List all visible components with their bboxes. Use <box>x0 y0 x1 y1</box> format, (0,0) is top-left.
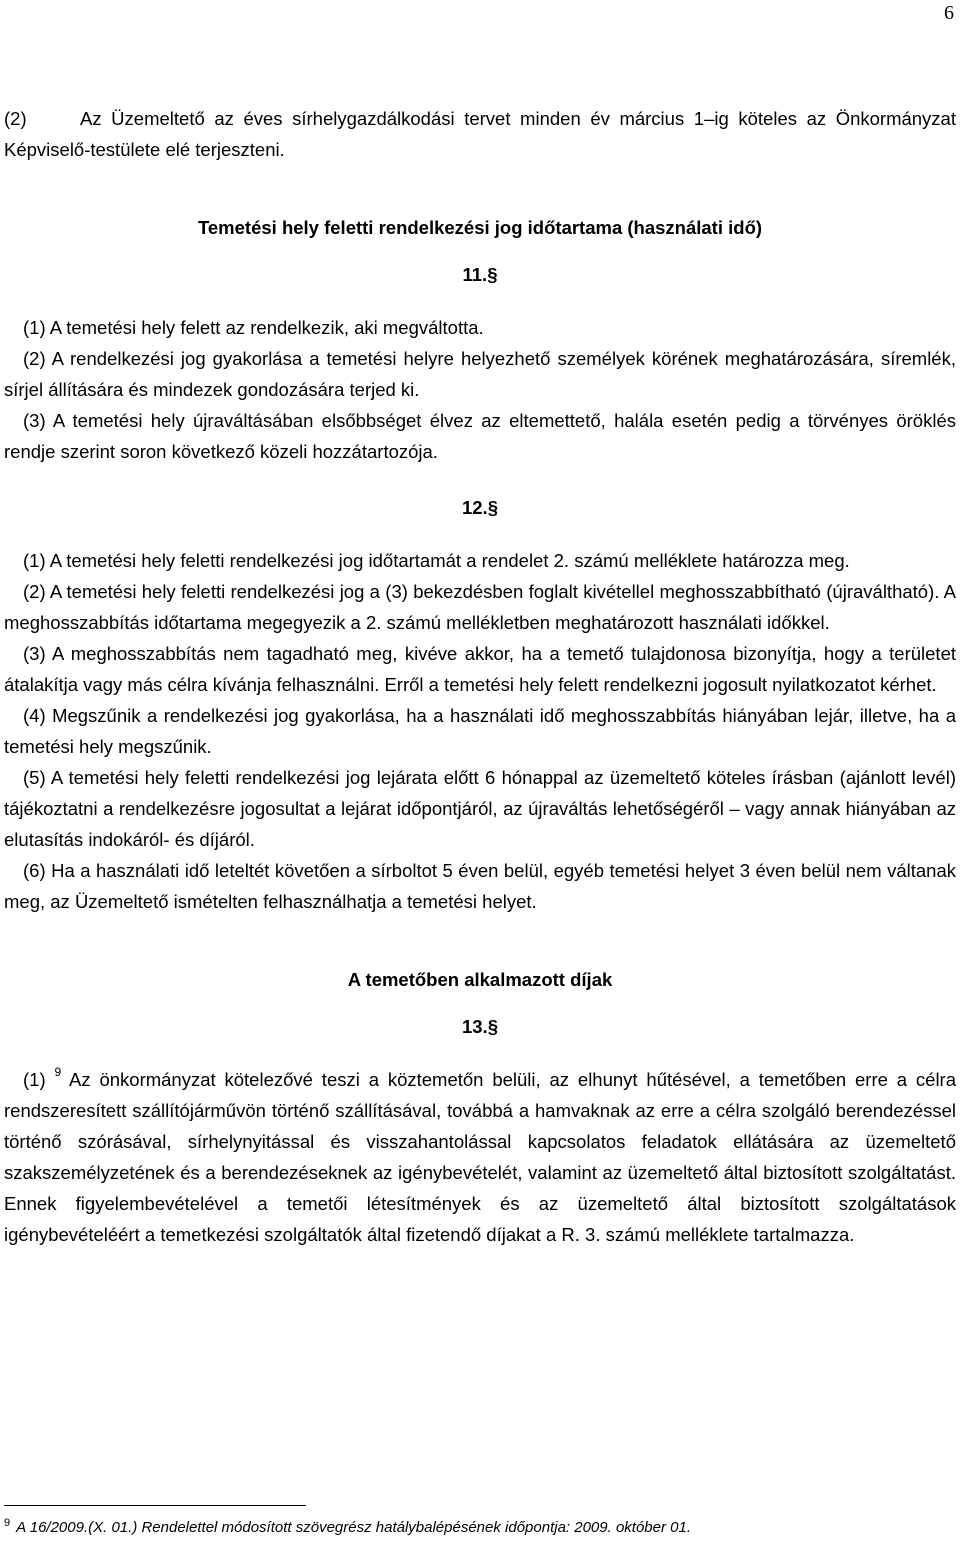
section-title-fees: A temetőben alkalmazott díjak <box>347 969 613 990</box>
section-12-paragraph-2: (2) A temetési hely feletti rendelkezési jog a (3) bekezdésben foglalt kivétellel meghosszabbítható (újraváltható). A meghosszabbítás időtartama megegyezik a 2. számú mellékletben meghatározott használati időkkel. <box>4 581 956 633</box>
page-number: 6 <box>944 2 954 24</box>
section-11-paragraph-2: (2) A rendelkezési jog gyakorlása a temetési helyre helyezhető személyek körének meghatározására, síremlék, sírjel állítására és mindezek gondozására terjed ki. <box>4 348 956 400</box>
section-12-paragraph-6: (6) Ha a használati idő leteltét követően a sírboltot 5 éven belül, egyéb temetési helyet 3 éven belül nem váltanak meg, az Üzemeltető ismételten felhasználhatja a temetési helyet. <box>4 860 956 912</box>
footnote-text: A 16/2009.(X. 01.) Rendelettel módosított szövegrész hatálybalépésének időpontja: 2009. október 01. <box>16 1519 692 1536</box>
section-12-paragraph-1: (1) A temetési hely feletti rendelkezési jog időtartamát a rendelet 2. számú melléklete határozza meg. <box>23 550 850 571</box>
footnote <box>4 1517 691 1536</box>
section-13-number: 13.§ <box>461 1016 498 1037</box>
section-11-paragraph-1: (1) A temetési hely felett az rendelkezik, aki megváltotta. <box>23 317 484 338</box>
section-12-number: 12.§ <box>461 497 498 518</box>
intro-number: (2) <box>4 108 27 129</box>
section-13-paragraph-text: Az önkormányzat kötelezővé teszi a köztemetőn belüli, az elhunyt hűtésével, a temetőben erre a célra rendszeresített szállítójárművön történő szállításával, továbbá a hamvaknak az erre a célra szolgáló berendezéssel történő szórásával, sírhelynyitással és visszahantolással kapcsolatos feladatok ellátására az üzemeltető szakszemélyzetének és a berendezéseknek az igénybevételét, valamint az üzemeltető által biztosított szolgáltatást. Ennek figyelembevételével a temetői létesítmények és az üzemeltető által biztosított szolgáltatások igénybevételéért a temetkezési szolgáltatók által fizetendő díjakat a R. 3. számú melléklete tartalmazza. <box>4 1069 957 1245</box>
footnote-reference[interactable]: 9 <box>54 1065 62 1079</box>
section-13-paragraph-1 <box>4 1064 956 1250</box>
section-12-paragraph-5: (5) A temetési hely feletti rendelkezési jog lejárata előtt 6 hónappal az üzemeltető köteles írásban (ajánlott levél) tájékoztatni a rendelkezésre jogosultat a lejárat időpontjáról, az újraváltás lehetőségéről – vagy annak hiányában az elutasítás indokáról- és díjáról. <box>4 767 956 850</box>
document-body <box>4 103 956 1250</box>
section-12-paragraph-3: (3) A meghosszabbítás nem tagadható meg, kivéve akkor, ha a temető tulajdonosa bizonyítja, hogy a területet átalakítja vagy más célra kívánja felhasználni. Erről a temetési hely felett rendelkezni jogosult nyilatkozatot kérhet. <box>4 643 956 695</box>
footnote-mark: 9 <box>4 1517 11 1529</box>
section-11-paragraph-3: (3) A temetési hely újraváltásában elsőbbséget élvez az eltemettető, halála esetén pedig a törvényes öröklés rendje szerint soron következő közeli hozzátartozója. <box>4 410 956 462</box>
intro-paragraph <box>4 103 956 165</box>
footnote-separator <box>4 1505 306 1506</box>
intro-text: Az Üzemeltető az éves sírhelygazdálkodási tervet minden év március 1–ig köteles az Önkormányzat Képviselő-testülete elé terjeszteni. <box>4 108 956 160</box>
section-11-number: 11.§ <box>462 264 498 285</box>
section-12-paragraph-4: (4) Megszűnik a rendelkezési jog gyakorlása, ha a használati idő meghosszabbítás hiányában lejár, illetve, ha a temetési hely megszűnik. <box>4 705 956 757</box>
section-title-usage-period: Temetési hely feletti rendelkezési jog időtartama (használati idő) <box>197 217 763 238</box>
section-13-paragraph-label: (1) <box>23 1069 46 1090</box>
